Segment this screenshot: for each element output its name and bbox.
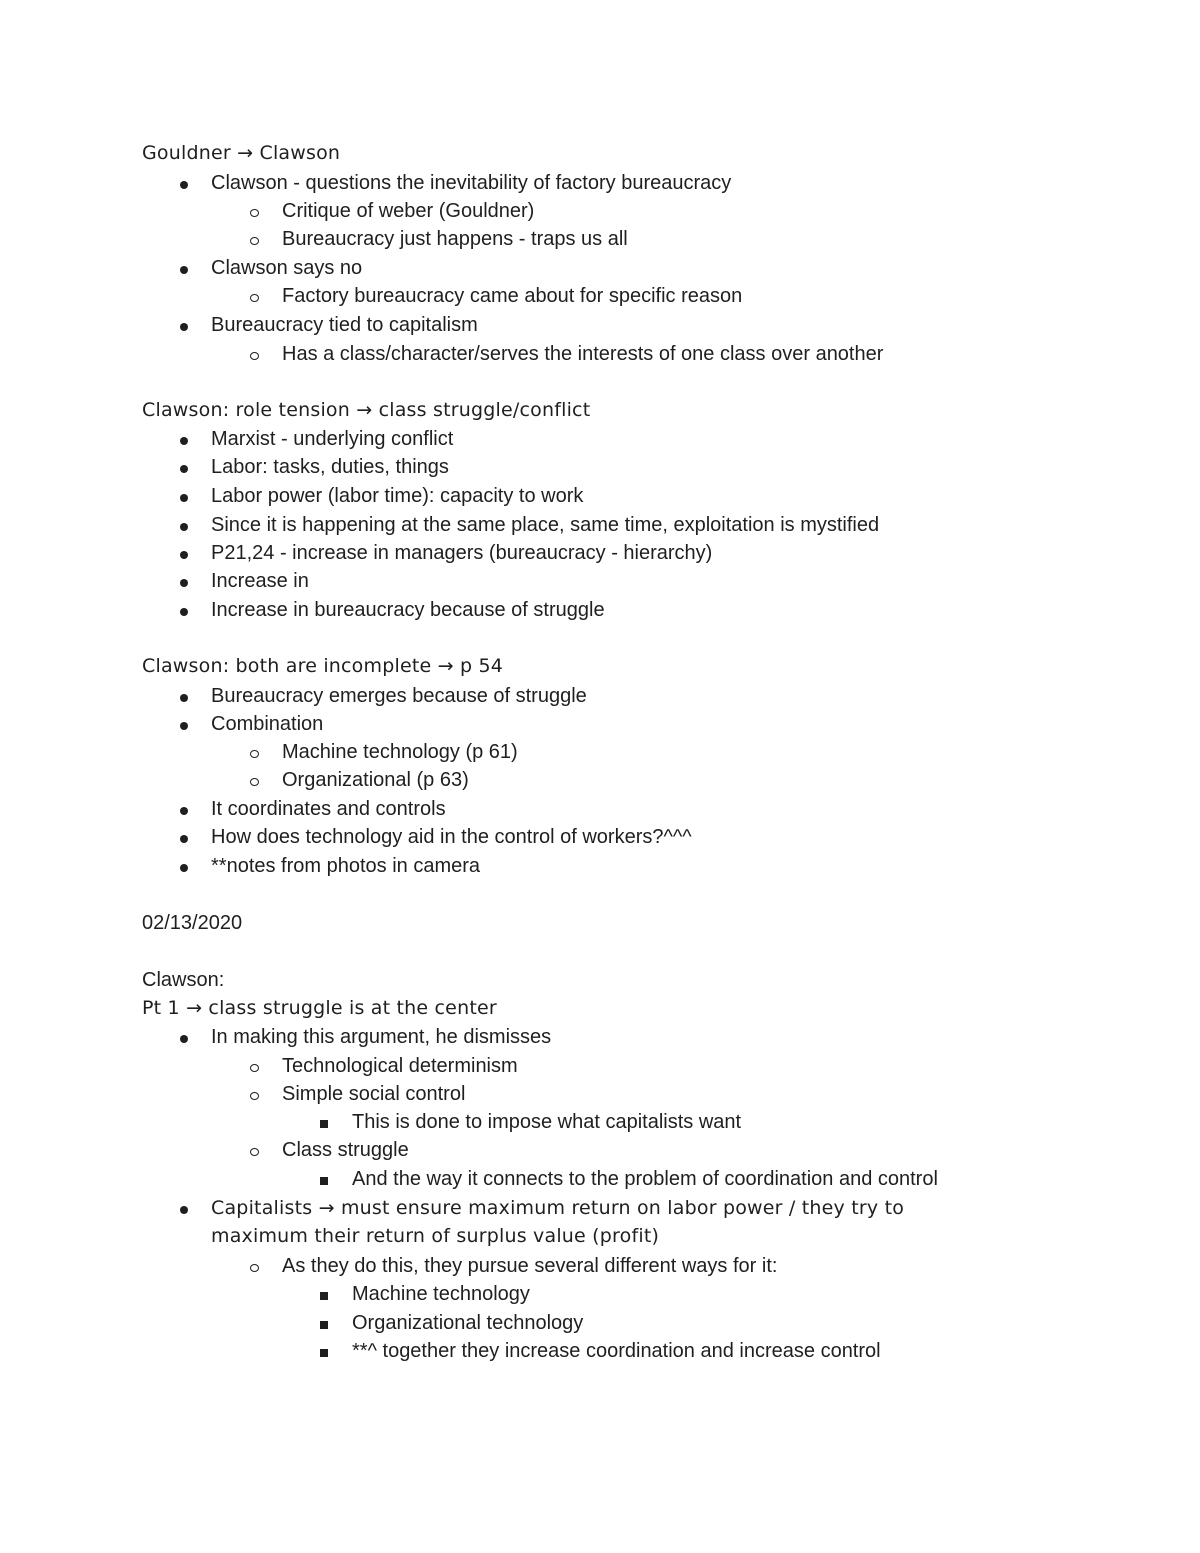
- list-item-text: Machine technology: [352, 1283, 530, 1305]
- bullet-dot-icon: [177, 567, 191, 595]
- bullet-dot-icon: [177, 710, 191, 738]
- list-item-text: As they do this, they pursue several different ways for it:: [282, 1255, 778, 1277]
- bullet-circle-icon: [247, 225, 261, 253]
- list-item-text: Technological determinism: [282, 1055, 518, 1077]
- list-item-text: Machine technology (p 61): [282, 741, 518, 763]
- bullet-circle-icon: [247, 197, 261, 225]
- section-heading-role-tension: Clawson: role tension → class struggle/conflict: [142, 399, 591, 421]
- bullet-dot-icon: [177, 425, 191, 453]
- list-item-text: Labor: tasks, duties, things: [211, 456, 449, 478]
- list-item-text: **^ together they increase coordination and increase control: [352, 1340, 881, 1362]
- bullet-square-icon: [317, 1337, 331, 1365]
- list-item-text: It coordinates and controls: [211, 798, 446, 820]
- bullet-square-icon: [317, 1165, 331, 1193]
- bullet-circle-icon: [247, 1136, 261, 1164]
- list-item-text: How does technology aid in the control of workers?^^^: [211, 826, 692, 848]
- bullet-dot-icon: [177, 254, 191, 282]
- bullet-circle-icon: [247, 1252, 261, 1280]
- list-item-text: Labor power (labor time): capacity to work: [211, 485, 584, 507]
- list-item-text: Class struggle: [282, 1139, 409, 1161]
- list-item-text: In making this argument, he dismisses: [211, 1026, 552, 1048]
- bullet-dot-icon: [177, 682, 191, 710]
- list-item-text: Combination: [211, 713, 324, 735]
- list-item-text: P21,24 - increase in managers (bureaucracy - hierarchy): [211, 542, 713, 564]
- bullet-square-icon: [317, 1280, 331, 1308]
- section-heading-pt1: Pt 1 → class struggle is at the center: [142, 997, 497, 1019]
- list-item-text: Bureaucracy just happens - traps us all: [282, 228, 628, 250]
- bullet-circle-icon: [247, 1080, 261, 1108]
- list-item-text: And the way it connects to the problem of coordination and control: [352, 1168, 938, 1190]
- section-heading-both-incomplete: Clawson: both are incomplete → p 54: [142, 655, 504, 677]
- list-item-text: This is done to impose what capitalists want: [352, 1111, 742, 1133]
- bullet-dot-icon: [177, 1194, 191, 1222]
- section-label-clawson: Clawson:: [142, 969, 225, 991]
- bullet-dot-icon: [177, 795, 191, 823]
- bullet-dot-icon: [177, 169, 191, 197]
- list-item-text: Critique of weber (Gouldner): [282, 200, 535, 222]
- bullet-circle-icon: [247, 1052, 261, 1080]
- bullet-square-icon: [317, 1309, 331, 1337]
- bullet-dot-icon: [177, 1023, 191, 1051]
- list-item-text: Organizational technology: [352, 1312, 584, 1334]
- list-item-text: Marxist - underlying conflict: [211, 428, 454, 450]
- list-item-text: Organizational (p 63): [282, 769, 469, 791]
- list-item-text: Clawson - questions the inevitability of factory bureaucracy: [211, 172, 732, 194]
- bullet-circle-icon: [247, 766, 261, 794]
- bullet-dot-icon: [177, 511, 191, 539]
- list-item-text: Simple social control: [282, 1083, 466, 1105]
- section-heading-gouldner-clawson: Gouldner → Clawson: [142, 142, 341, 164]
- bullet-circle-icon: [247, 738, 261, 766]
- list-item-text: Has a class/character/serves the interests of one class over another: [282, 343, 884, 365]
- list-item-text: Bureaucracy emerges because of struggle: [211, 685, 587, 707]
- bullet-dot-icon: [177, 539, 191, 567]
- list-item-text: Capitalists → must ensure maximum return on labor power / they try to maximum their return of surplus value (profit): [211, 1197, 905, 1247]
- bullet-dot-icon: [177, 596, 191, 624]
- list-item-text: Increase in: [211, 570, 309, 592]
- bullet-circle-icon: [247, 282, 261, 310]
- list-item-text: Factory bureaucracy came about for specific reason: [282, 285, 743, 307]
- list-item-text: Clawson says no: [211, 257, 363, 279]
- list-item-text: **notes from photos in camera: [211, 855, 481, 877]
- bullet-dot-icon: [177, 453, 191, 481]
- list-item-text: Since it is happening at the same place, same time, exploitation is mystified: [211, 514, 880, 536]
- bullet-dot-icon: [177, 311, 191, 339]
- list-item-text: Increase in bureaucracy because of struggle: [211, 599, 605, 621]
- bullet-dot-icon: [177, 482, 191, 510]
- list-item-text: Bureaucracy tied to capitalism: [211, 314, 478, 336]
- bullet-circle-icon: [247, 340, 261, 368]
- bullet-dot-icon: [177, 852, 191, 880]
- note-date: 02/13/2020: [142, 912, 243, 934]
- bullet-dot-icon: [177, 823, 191, 851]
- bullet-square-icon: [317, 1108, 331, 1136]
